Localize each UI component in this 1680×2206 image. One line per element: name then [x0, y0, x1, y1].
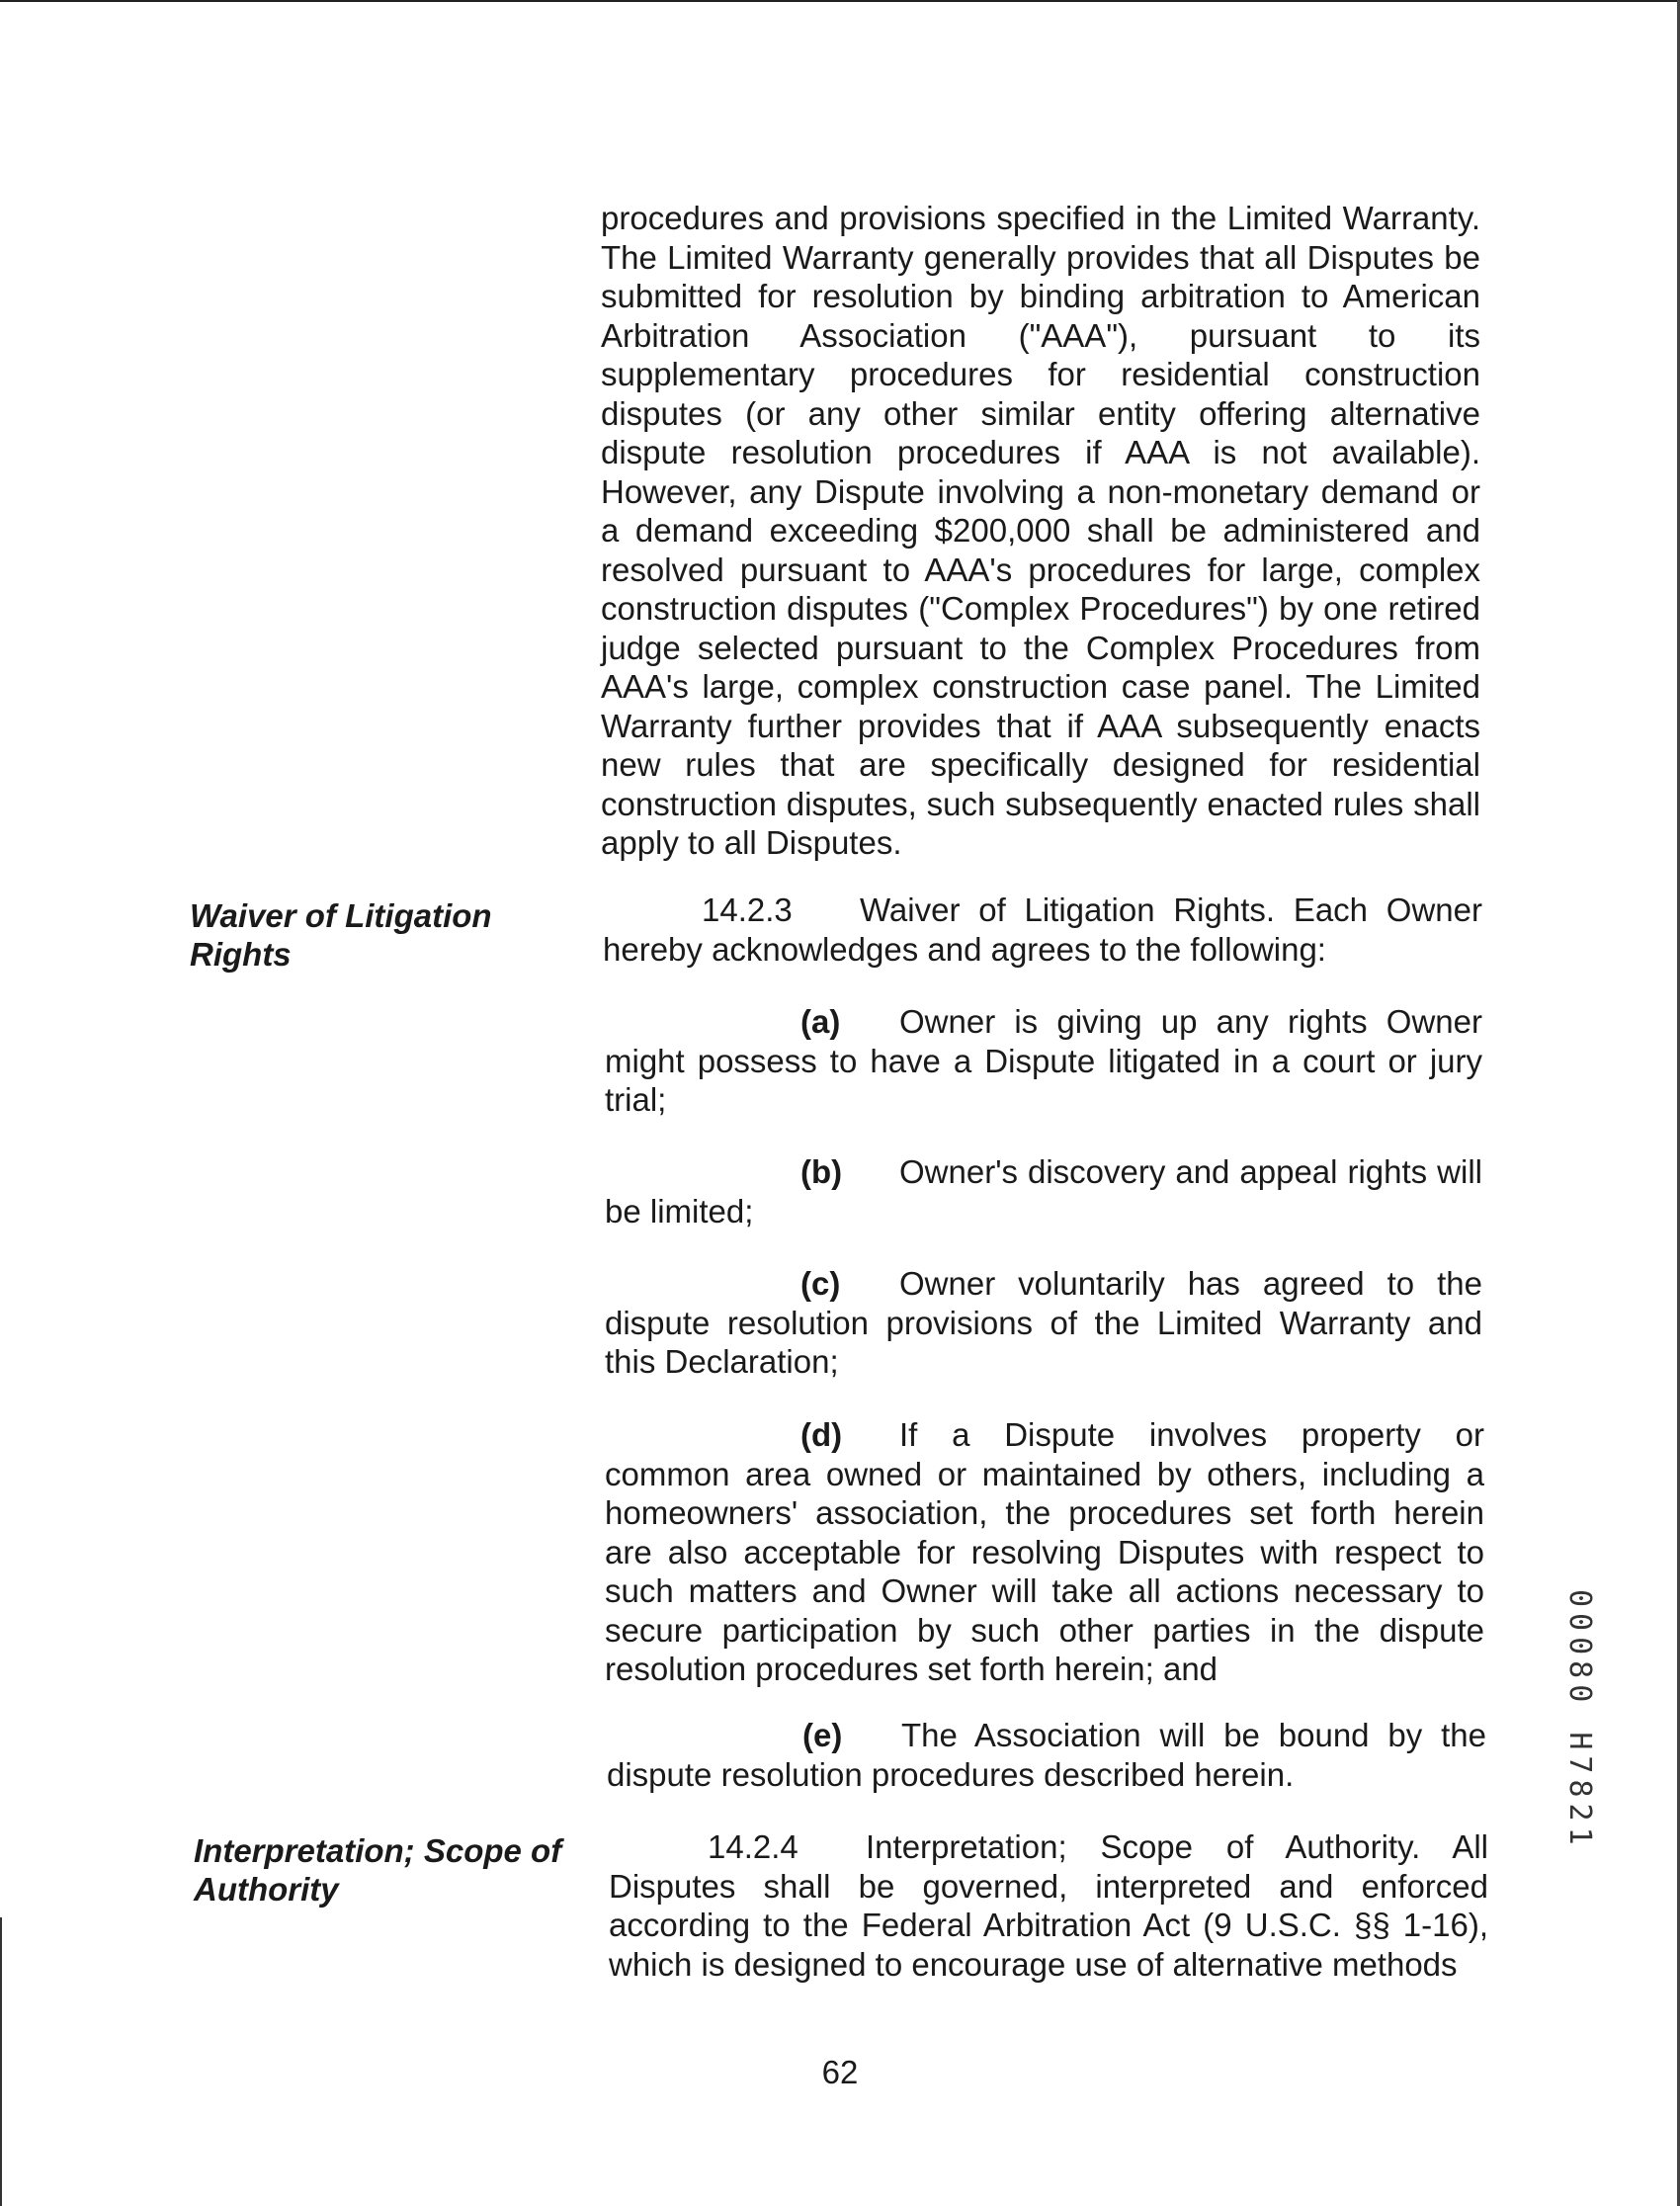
interpretation-section-number: 14.2.4: [708, 1828, 798, 1865]
bates-stamp: 00080 H7821: [1562, 1589, 1597, 1851]
waiver-item-a-label: (a): [800, 1003, 841, 1040]
waiver-item-d-text: If a Dispute involves property or common area owned or maintained by others, including a homeowners' association, the procedures set forth herein are also acceptable for resolving Disputes with respect to such matters and Owner will take all actions necessary to secure participation by such other parties in the dispute resolution procedures set forth herein; and: [605, 1416, 1484, 1687]
waiver-paragraph: [603, 891, 1482, 969]
page-number: 62: [821, 2054, 859, 2090]
interpretation-margin-heading: [194, 1831, 589, 1909]
waiver-item-d-label: (d): [800, 1416, 843, 1453]
waiver-heading-text: Waiver of Litigation Rights: [190, 897, 492, 973]
page-top-edge: [0, 0, 1680, 2]
waiver-item-c-text: Owner voluntarily has agreed to the dispute resolution provisions of the Limited Warranty and this Declaration;: [605, 1265, 1482, 1380]
waiver-item-c-label: (c): [800, 1265, 841, 1302]
interpretation-text: Interpretation; Scope of Authority. All Disputes shall be governed, interpreted and enforced according to the Federal Arbitration Act (9 U.S.C. §§ 1-16), which is designed to encourage use of alternative methods: [609, 1828, 1488, 1983]
waiver-item-b-text: Owner's discovery and appeal rights will be limited;: [605, 1153, 1482, 1230]
waiver-item-a: [605, 1002, 1482, 1120]
interpretation-paragraph: [609, 1827, 1488, 1984]
waiver-item-c: [605, 1264, 1482, 1382]
waiver-item-b-label: (b): [800, 1153, 843, 1190]
waiver-item-a-text: Owner is giving up any rights Owner might possess to have a Dispute litigated in a court or jury trial;: [605, 1003, 1482, 1118]
continuation-text: procedures and provisions specified in the Limited Warranty. The Limited Warranty generally provides that all Disputes be submitted for resolution by binding arbitration to American Arbitration Association ("AAA"), pursuant to its supplementary procedures for residential construction disputes (or any other similar entity offering alternative dispute resolution procedures if AAA is not available). However, any Dispute involving a non-monetary demand or a demand exceeding $200,000 shall be administered and resolved pursuant to AAA's procedures for large, complex construction disputes ("Complex Procedures") by one retired judge selected pursuant to the Complex Procedures from AAA's large, complex construction case panel. The Limited Warranty further provides that if AAA subsequently enacts new rules that are specifically designed for residential construction disputes, such subsequently enacted rules shall apply to all Disputes.: [601, 200, 1480, 861]
waiver-intro-text: Waiver of Litigation Rights. Each Owner hereby acknowledges and agrees to the following:: [603, 891, 1482, 968]
interpretation-heading-text: Interpretation; Scope of Authority: [194, 1832, 562, 1908]
waiver-item-e: [607, 1716, 1486, 1794]
waiver-section-number: 14.2.3: [702, 891, 793, 928]
waiver-item-e-text: The Association will be bound by the dispute resolution procedures described herein.: [607, 1717, 1486, 1793]
waiver-margin-heading: [190, 896, 526, 974]
waiver-item-e-label: (e): [802, 1717, 843, 1753]
continuation-paragraph: [601, 199, 1480, 863]
waiver-item-d: [605, 1415, 1484, 1689]
waiver-item-b: [605, 1152, 1482, 1230]
